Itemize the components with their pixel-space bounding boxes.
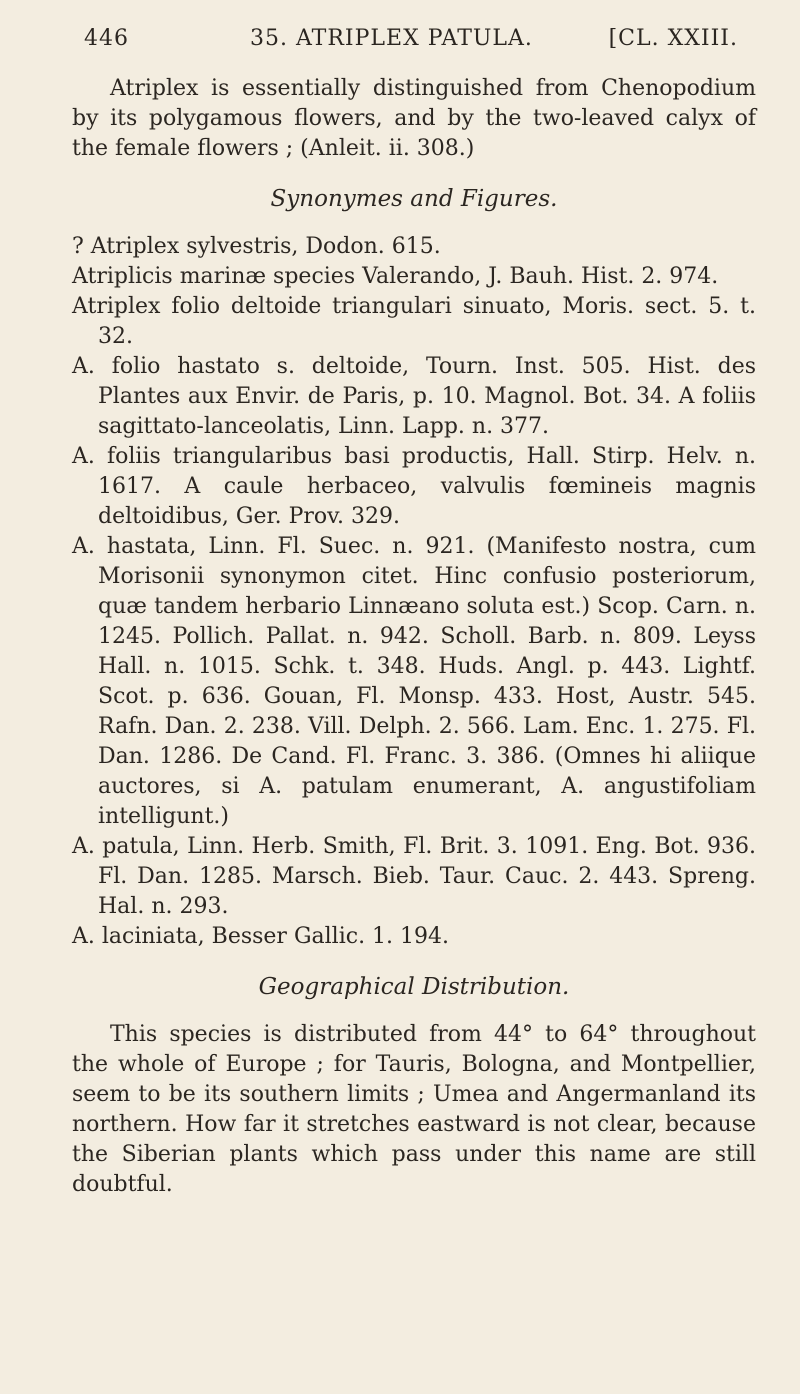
synonyme-entry: A. foliis triangularibus basi productis, Hall. Stirp. Helv. n. 1617. A caule herbaceo, valvulis fœmineis magnis deltoidibus, Ger. Prov. 329. — [72, 444, 756, 529]
synonymes-heading: Synonymes and Figures. — [270, 186, 558, 212]
intro-paragraph: Atriplex is essentially distinguished from Chenopodium by its polygamous flowers, and by the two-leaved calyx of the female flowers ; (Anleit. ii. 308.) — [72, 76, 756, 161]
synonyme-entry: Atriplex folio deltoide triangulari sinuato, Moris. sect. 5. t. 32. — [72, 294, 756, 349]
running-title: 35. ATRIPLEX PATULA. — [250, 26, 533, 51]
synonymes-list — [72, 232, 756, 952]
page-number: 446 — [84, 26, 129, 51]
synonyme-entry: ? Atriplex sylvestris, Dodon. 615. — [72, 234, 441, 259]
synonyme-entry: Atriplicis marinæ species Valerando, J. Bauh. Hist. 2. 974. — [72, 264, 719, 289]
class-label: [CL. XXIII. — [608, 26, 738, 51]
geo-paragraph: This species is distributed from 44° to 64° throughout the whole of Europe ; for Tauris, Bologna, and Montpellier, seem to be its southern limits ; Umea and Angermanland its northern. How far it stretches eastward is not clear, because the Siberian plants which pass under this name are still doubtful. — [72, 1022, 756, 1197]
running-header — [72, 26, 752, 60]
synonyme-entry: A. hastata, Linn. Fl. Suec. n. 921. (Manifesto nostra, cum Morisonii synonymon citet. Hinc confusio posteriorum, quæ tandem herbario Linnæano soluta est.) Scop. Carn. n. 1245. Pollich. Pallat. n. 942. Scholl. Barb. n. 809. Leyss Hall. n. 1015. Schk. t. 348. Huds. Angl. p. 443. Lightf. Scot. p. 636. Gouan, Fl. Monsp. 433. Host, Austr. 545. Rafn. Dan. 2. 238. Vill. Delph. 2. 566. Lam. Enc. 1. 275. Fl. Dan. 1286. De Cand. Fl. Franc. 3. 386. (Omnes hi aliique auctores, si A. patulam enumerant, A. angustifoliam intelligunt.) — [72, 534, 756, 829]
synonyme-entry: A. patula, Linn. Herb. Smith, Fl. Brit. 3. 1091. Eng. Bot. 936. Fl. Dan. 1285. Marsch. Bieb. Taur. Cauc. 2. 443. Spreng. Hal. n. 293. — [72, 834, 756, 919]
page-body — [72, 74, 756, 1200]
geo-heading: Geographical Distribution. — [258, 974, 570, 1000]
synonyme-entry: A. laciniata, Besser Gallic. 1. 194. — [72, 924, 450, 949]
synonyme-entry: A. folio hastato s. deltoide, Tourn. Inst. 505. Hist. des Plantes aux Envir. de Paris, p. 10. Magnol. Bot. 34. A foliis sagittato-lanceolatis, Linn. Lapp. n. 377. — [72, 354, 756, 439]
